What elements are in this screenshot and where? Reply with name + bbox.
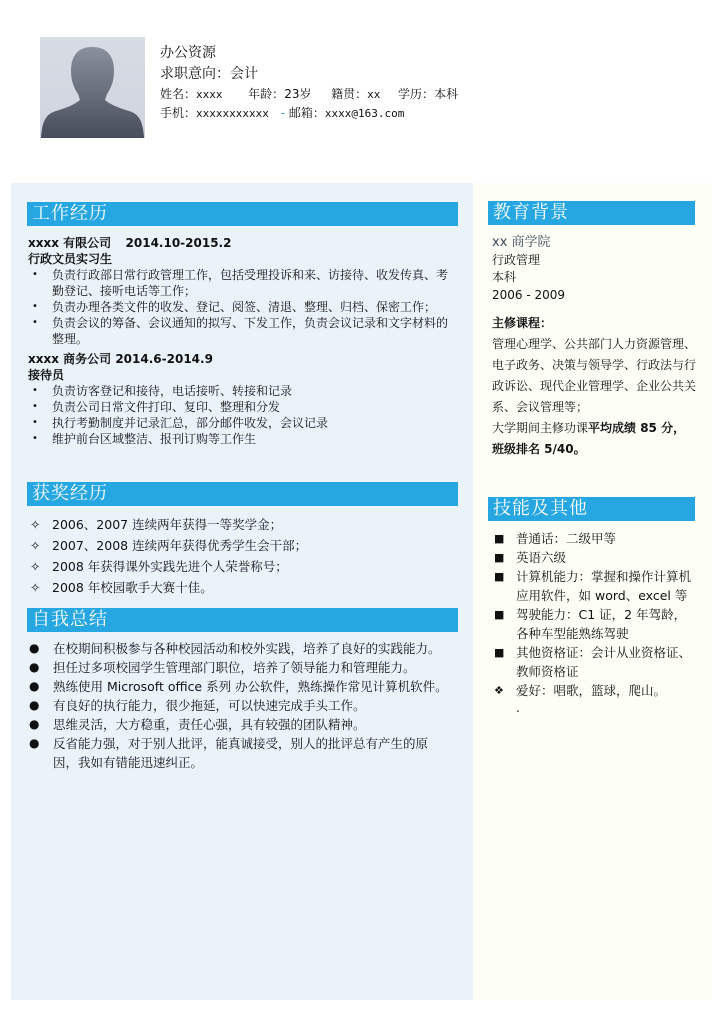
job-1-header [28,235,453,251]
square-bullet-icon: ■ [494,532,505,545]
section-header-summary: 自我总结 [27,608,458,632]
section-header-work: 工作经历 [27,202,458,226]
list-item: • 执行考勤制度并记录汇总，部分邮件收发，会议记录 [32,416,329,430]
name-value: xxxx [196,88,223,101]
bullet-dot-icon: • [32,385,38,396]
diamond-bullet-icon: ✧ [30,580,41,595]
gpa-highlight: 平均成绩 85 分，班级排名 5/40。 [492,421,686,456]
diamond-bullet-icon: ✧ [30,538,41,553]
courses-text: 管理心理学、公共部门人力资源管理、电子政务、决策与领导学、行政法与行政诉讼、现代企业管理学、企业公共关系、会议管理等； [492,337,697,414]
degree: 本科 [492,270,517,284]
personal-info-row [160,85,458,104]
age-value: 23岁 [284,87,312,101]
age-label: 年龄： [248,87,285,101]
contact-row [160,104,458,123]
circle-bullet-icon: ● [29,660,40,674]
education-label: 学历： [398,87,435,101]
job-intent: 求职意向：会计 [160,66,258,82]
job-1-period: 2014.10-2015.2 [125,236,232,250]
email-label: 邮箱： [288,106,325,120]
origin-value: xx [367,88,381,101]
job-2-company: xxxx 商务公司 [28,352,112,366]
job-2-period: 2014.6-2014.9 [115,352,213,366]
origin-label: 籍贯： [331,87,368,101]
list-item: ● 熟练使用 Microsoft office 系列 办公软件，熟练操作常见计算机软件。 [29,679,448,694]
summary-list [26,639,451,772]
skills-list [490,529,695,700]
circle-bullet-icon: ● [29,717,40,731]
list-item: ● 有良好的执行能力，很少拖延，可以快速完成手头工作。 [29,698,366,713]
list-item: • 负责访客登记和接待，电话接听、转接和记录 [32,384,293,398]
major: 行政管理 [492,252,541,267]
job-2-header [28,351,453,367]
diamond-bullet-icon: ✧ [30,517,41,532]
four-diamond-bullet-icon: ❖ [494,684,504,697]
header-info [160,43,458,123]
section-header-awards: 获奖经历 [27,482,458,506]
list-item: ■ 英语六级 [494,550,567,565]
avatar-photo [40,37,145,138]
section-header-education: 教育背景 [488,201,695,225]
bullet-dot-icon: • [32,301,38,312]
person-silhouette-icon [40,37,145,138]
bullet-dot-icon: • [32,401,38,412]
job-1-company: xxxx 有限公司 [28,236,112,250]
list-item: ■ 其他资格证：会计从业资格证、教师资格证 [494,645,692,679]
phone-value: xxxxxxxxxxx [196,107,269,120]
email-value: xxxx@163.com [324,107,405,120]
resume-title: 办公资源 [160,45,216,61]
square-bullet-icon: ■ [494,646,505,659]
circle-bullet-icon: ● [29,736,40,750]
list-item: ● 思维灵活，大方稳重，责任心强，具有较强的团队精神。 [29,717,366,732]
list-item: ● 反省能力强，对于别人批评，能真诚接受，别人的批评总有产生的原因，我如有错能迅速纠正。 [29,736,429,770]
trailing-mark: . [516,701,520,715]
phone-label: 手机： [160,106,197,120]
list-item: • 负责行政部日常行政管理工作，包括受理投诉和来、访接待、收发传真、考勤登记、接听电话等工作； [32,268,449,298]
skills-section [490,529,695,716]
school-name: xx 商学院 [492,235,551,250]
bullet-dot-icon: • [32,317,38,328]
list-item: ✧ 2007、2008 连续两年获得优秀学生会干部； [26,535,456,556]
circle-bullet-icon: ● [29,698,40,712]
job-2-role: 接待员 [28,368,65,382]
awards-list [26,514,456,598]
name-label: 姓名： [160,87,197,101]
list-item: • 维护前台区域整洁、报刊订购等工作生 [32,432,257,446]
circle-bullet-icon: ● [29,679,40,693]
diamond-bullet-icon: ✧ [30,559,41,574]
job-1-duties [28,267,453,347]
list-item: ■ 驾驶能力：C1 证，2 年驾龄，各种车型能熟练驾驶 [494,607,687,641]
bullet-dot-icon: • [32,269,38,280]
awards-section [26,514,456,598]
list-item: ✧ 2008 年校园歌手大赛十佳。 [26,577,456,598]
work-section [28,235,453,447]
list-item: ● 在校期间积极参与各种校园活动和校外实践，培养了良好的实践能力。 [29,641,441,656]
education-value: 本科 [434,87,459,101]
circle-bullet-icon: ● [29,641,40,655]
square-bullet-icon: ■ [494,570,505,583]
list-item: ✧ 2008 年获得课外实践先进个人荣誉称号； [26,556,456,577]
list-item: ■ 普通话：二级甲等 [494,531,617,546]
bullet-dot-icon: • [32,433,38,444]
list-item: ❖ 爱好：唱歌，篮球，爬山。 [494,683,667,698]
courses-section [492,313,697,460]
summary-section [26,639,451,772]
list-item: ✧ 2006、2007 连续两年获得一等奖学金； [26,514,456,535]
square-bullet-icon: ■ [494,608,505,621]
list-item: • 负责会议的筹备、会议通知的拟写、下发工作，负责会议记录和文字材料的整理。 [32,316,449,346]
gpa-text: 大学期间主修功课平均成绩 85 分，班级排名 5/40。 [492,421,686,456]
courses-label: 主修课程： [492,316,553,330]
list-item: • 负责办理各类文件的收发、登记、阅签、清退、整理、归档、保密工作； [32,300,437,314]
section-header-skills: 技能及其他 [488,497,695,521]
education-section [492,234,697,304]
list-item: • 负责公司日常文件打印、复印、整理和分发 [32,400,281,414]
job-1-role: 行政文员实习生 [28,252,113,266]
separator: - [280,106,286,120]
bullet-dot-icon: • [32,417,38,428]
list-item: ■ 计算机能力：掌握和操作计算机应用软件，如 word、excel 等 [494,569,692,603]
study-period: 2006 - 2009 [492,287,566,302]
job-2-duties [28,383,453,447]
square-bullet-icon: ■ [494,551,505,564]
list-item: ● 担任过多项校园学生管理部门职位，培养了领导能力和管理能力。 [29,660,416,675]
